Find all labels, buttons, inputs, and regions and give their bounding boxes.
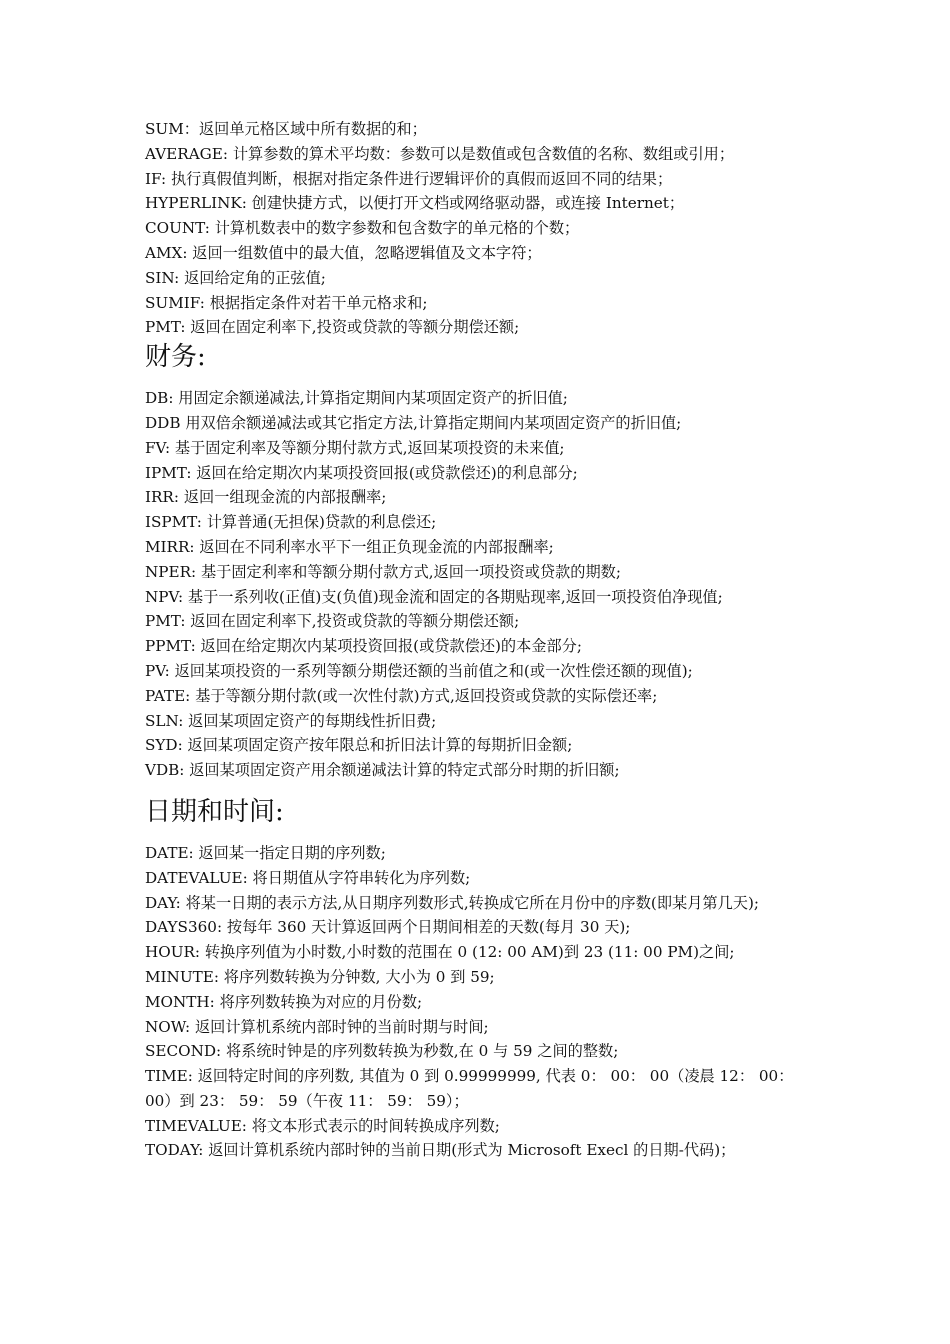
function-entry-ppmt: PPMT: 返回在给定期次内某项投资回报(或贷款偿还)的本金部分; <box>145 637 582 656</box>
function-entry-sumif: SUMIF: 根据指定条件对若干单元格求和; <box>145 293 428 312</box>
function-entry-amx: AMX: 返回一组数值中的最大值，忽略逻辑值及文本字符； <box>145 243 542 262</box>
spacer <box>145 783 815 795</box>
function-entry-irr: IRR: 返回一组现金流的内部报酬率; <box>145 488 387 507</box>
function-entry-sln: SLN: 返回某项固定资产的每期线性折旧费; <box>145 711 437 730</box>
function-entry-pate: PATE: 基于等额分期付款(或一次性付款)方式,返回投资或贷款的实际偿还率; <box>145 686 658 705</box>
function-entry-month: MONTH: 将序列数转换为对应的月份数; <box>145 992 423 1011</box>
function-entry-if: IF: 执行真假值判断，根据对指定条件进行逻辑评价的真假而返回不同的结果； <box>145 169 673 188</box>
function-entry-vdb: VDB: 返回某项固定资产用余额递减法计算的特定式部分时期的折旧额; <box>145 761 620 780</box>
function-entry-sum: SUM：返回单元格区域中所有数据的和； <box>145 120 427 138</box>
spacer <box>145 374 815 386</box>
function-entry-hyperlink: HYPERLINK: 创建快捷方式，以便打开文档或网络驱动器，或连接 Internet； <box>145 194 685 213</box>
function-entry-sin: SIN: 返回给定角的正弦值; <box>145 268 326 287</box>
function-entry-hour: HOUR: 转换序列值为小时数,小时数的范围在 0 (12: 00 AM)到 23 (11: 00 PM)之间; <box>145 943 735 962</box>
function-entry-average: AVERAGE: 计算参数的算术平均数：参数可以是数值或包含数值的名称、数组或引用； <box>145 144 735 163</box>
function-entry-days360: DAYS360: 按每年 360 天计算返回两个日期间相差的天数(每月 30 天); <box>145 918 631 937</box>
function-entry-npv: NPV: 基于一系列收(正值)支(负值)现金流和固定的各期贴现率,返回一项投资伯净现值; <box>145 587 723 606</box>
function-entry-date: DATE: 返回某一指定日期的序列数; <box>145 843 386 862</box>
function-entry-timevalue: TIMEVALUE: 将文本形式表示的时间转换成序列数; <box>145 1116 500 1135</box>
function-entry-now: NOW: 返回计算机系统内部时钟的当前时期与时间; <box>145 1017 489 1036</box>
function-entry-ispmt: ISPMT: 计算普通(无担保)贷款的利息偿还; <box>145 513 437 532</box>
spacer <box>145 829 815 841</box>
function-entry-count: COUNT: 计算机数表中的数字参数和包含数字的单元格的个数； <box>145 219 580 238</box>
function-entry-pmt: PMT: 返回在固定利率下,投资或贷款的等额分期偿还额; <box>145 318 520 337</box>
function-entry-second: SECOND: 将系统时钟是的序列数转换为秒数,在 0 与 59 之间的整数; <box>145 1042 619 1061</box>
function-entry-pmt-finance: PMT: 返回在固定利率下,投资或贷款的等额分期偿还额; <box>145 612 520 631</box>
function-entry-today: TODAY: 返回计算机系统内部时钟的当前日期(形式为 Microsoft Execl 的日期-代码)； <box>145 1141 736 1160</box>
document-body <box>145 117 815 1163</box>
function-entry-syd: SYD: 返回某项固定资产按年限总和折旧法计算的每期折旧金额; <box>145 736 573 755</box>
function-entry-fv: FV: 基于固定利率及等额分期付款方式,返回某项投资的未来值; <box>145 438 565 457</box>
function-entry-minute: MINUTE: 将序列数转换为分钟数, 大小为 0 到 59; <box>145 967 495 986</box>
function-entry-time: TIME: 返回特定时间的序列数, 其值为 0 到 0.99999999, 代表 0： 00： 00（凌晨 12： 00：00）到 23： 59： 59（午夜 11： 59： 59）； <box>145 1067 794 1110</box>
function-entry-pv: PV: 返回某项投资的一系列等额分期偿还额的当前值之和(或一次性偿还额的现值); <box>145 661 693 680</box>
function-entry-mirr: MIRR: 返回在不同利率水平下一组正负现金流的内部报酬率; <box>145 537 554 556</box>
section-heading-date-time: 日期和时间: <box>145 796 284 827</box>
function-entry-db: DB: 用固定余额递减法,计算指定期间内某项固定资产的折旧值; <box>145 389 568 408</box>
function-entry-ddb: DDB 用双倍余额递减法或其它指定方法,计算指定期间内某项固定资产的折旧值; <box>145 413 682 432</box>
function-entry-datevalue: DATEVALUE: 将日期值从字符串转化为序列数; <box>145 868 471 887</box>
function-entry-day: DAY: 将某一日期的表示方法,从日期序列数形式,转换成它所在月份中的序数(即某月第几天); <box>145 893 759 912</box>
section-heading-finance: 财务: <box>145 342 206 373</box>
function-entry-nper: NPER: 基于固定利率和等额分期付款方式,返回一项投资或贷款的期数; <box>145 562 621 581</box>
function-entry-ipmt: IPMT: 返回在给定期次内某项投资回报(或贷款偿还)的利息部分; <box>145 463 578 482</box>
